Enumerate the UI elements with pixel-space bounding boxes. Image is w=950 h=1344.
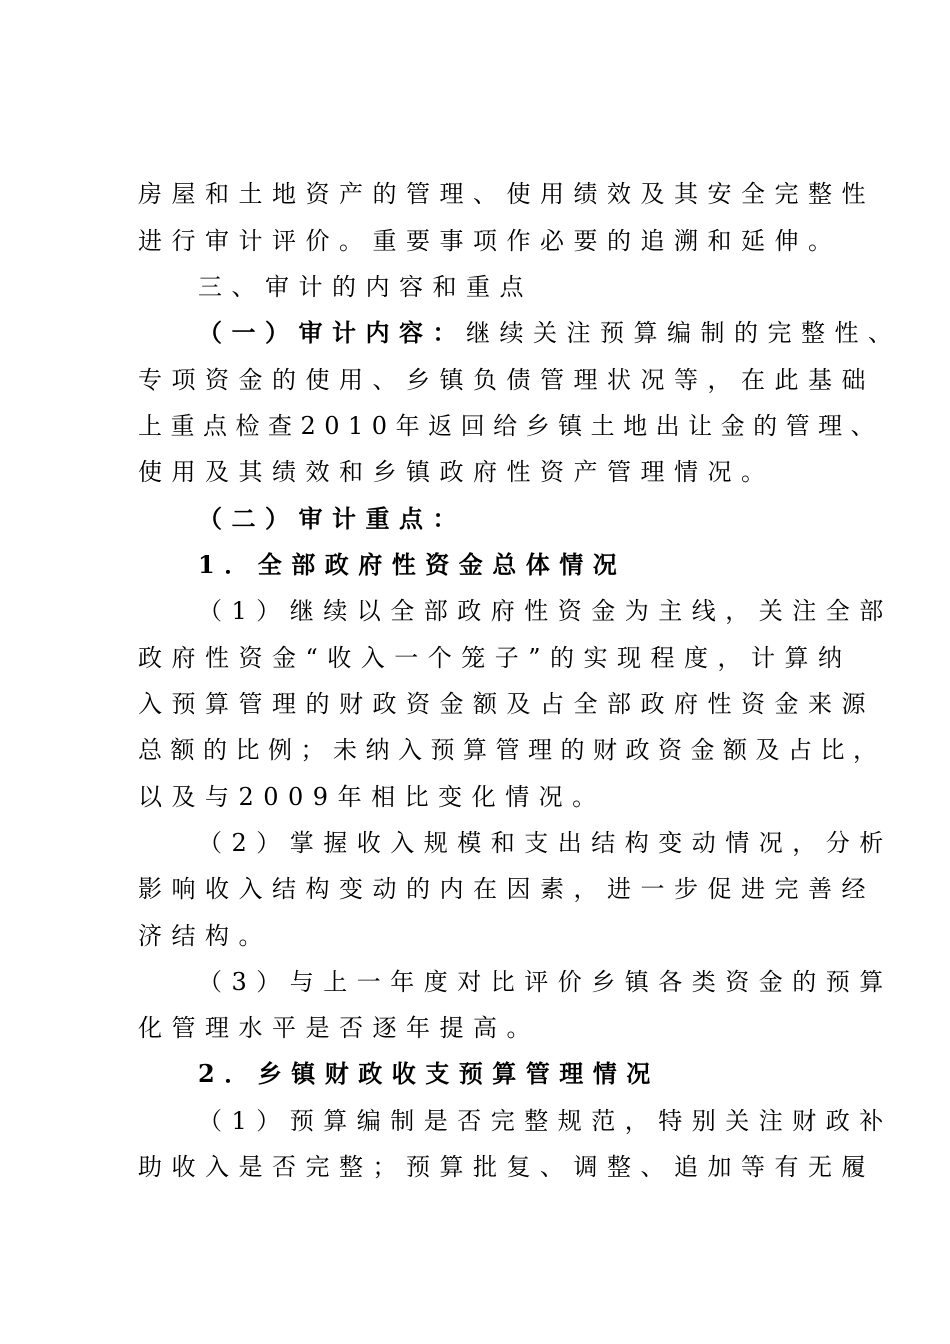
- subsection-heading: （一）审计内容：: [198, 318, 466, 347]
- section-heading: 三、审计的内容和重点: [198, 273, 533, 301]
- body-text-line: 政府性资金“收入一个笼子”的实现程度，计算纳: [138, 644, 852, 672]
- body-text-line: 进行审计评价。重要事项作必要的追溯和延伸。: [138, 227, 842, 255]
- body-text-line: （3）与上一年度对比评价乡镇各类资金的预算: [198, 968, 893, 996]
- subsection-heading: （二）审计重点：: [198, 504, 466, 533]
- body-text-line: 济结构。: [138, 922, 272, 950]
- item-heading: 1．全部政府性资金总体情况: [198, 550, 627, 579]
- body-text-line: 以及与2009年相比变化情况。: [138, 783, 606, 811]
- body-text-line: 使用及其绩效和乡镇政府性资产管理情况。: [138, 458, 775, 486]
- subsection-paragraph: [198, 313, 902, 353]
- body-text-line: 上重点检查2010年返回给乡镇土地出让金的管理、: [138, 412, 884, 440]
- body-text-line: （2）掌握收入规模和支出结构变动情况，分析: [198, 829, 893, 857]
- item-heading: 2．乡镇财政收支预算管理情况: [198, 1059, 660, 1088]
- body-text-line: 专项资金的使用、乡镇负债管理状况等，在此基础: [138, 366, 875, 394]
- body-text-line: 影响收入结构变动的内在因素，进一步促进完善经: [138, 875, 875, 903]
- body-text-line: （1）预算编制是否完整规范，特别关注财政补: [198, 1107, 893, 1135]
- body-text-line: （1）继续以全部政府性资金为主线，关注全部: [198, 597, 893, 625]
- body-text-line: 助收入是否完整；预算批复、调整、追加等有无履: [138, 1153, 875, 1181]
- body-text: 继续关注预算编制的完整性、: [466, 319, 902, 347]
- body-text-line: 总额的比例；未纳入预算管理的财政资金额及占比，: [138, 736, 886, 764]
- body-text-line: 房屋和土地资产的管理、使用绩效及其安全完整性: [138, 180, 875, 208]
- body-text-line: 化管理水平是否逐年提高。: [138, 1014, 540, 1042]
- body-text-line: 入预算管理的财政资金额及占全部政府性资金来源: [138, 690, 875, 718]
